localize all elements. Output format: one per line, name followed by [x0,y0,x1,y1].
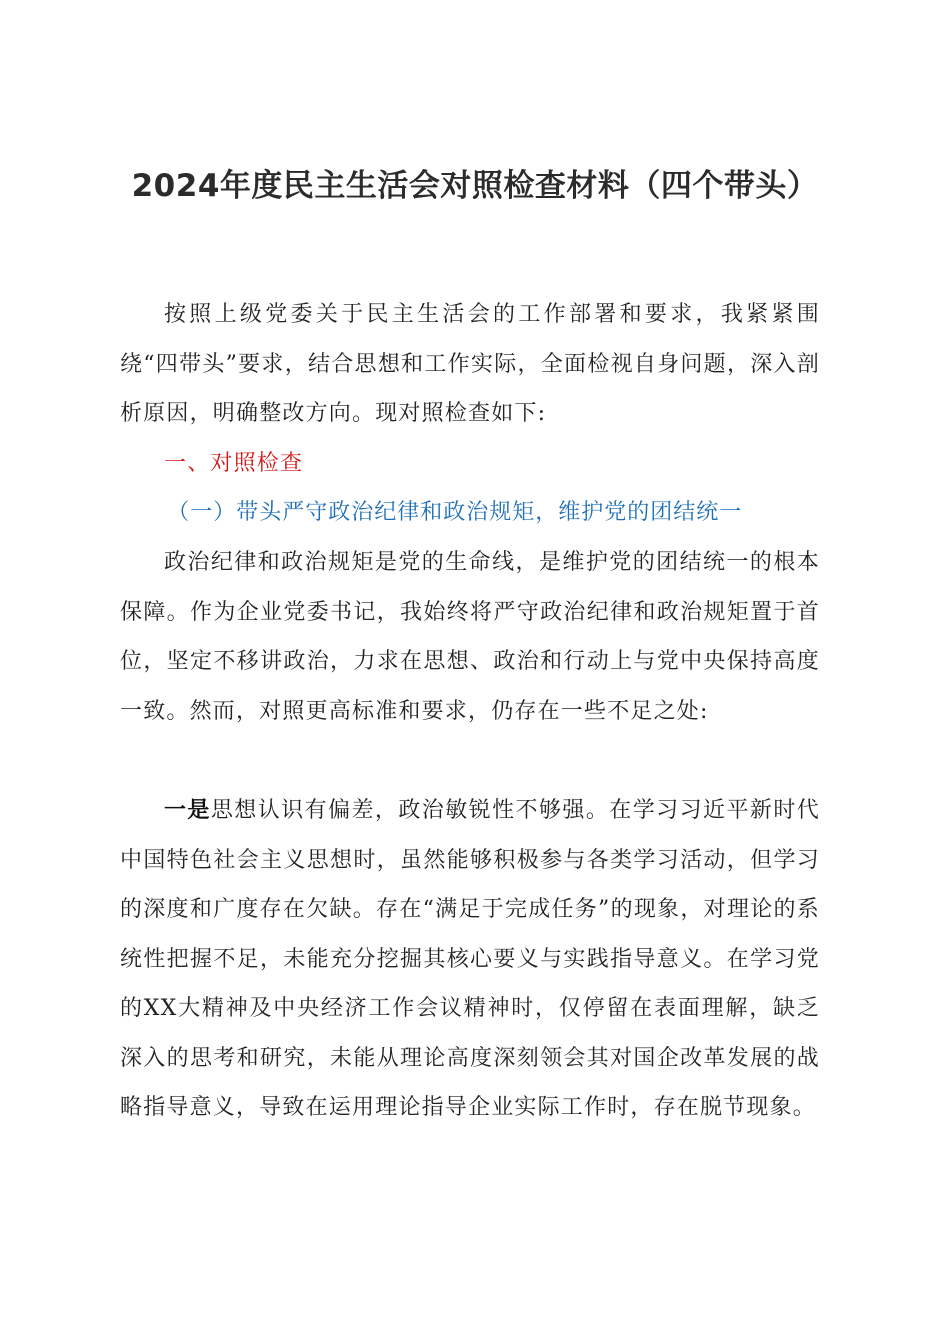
document-title: 2024年度民主生活会对照检查材料（四个带头） [131,168,819,204]
point-one-text: 思想认识有偏差，政治敏锐性不够强。在学习习近平新时代中国特色社会主义思想时，虽然能够积极参与各类学习活动，但学习的深度和广度存在欠缺。存在“满足于完成任务”的现象，对理论的系统性把握不足，未能充分挖掘其核心要义与实践指导意义。在学习党的XX大精神及中央经济工作会议精神时，仅停留在表面理解，缺乏深入的思考和研究，未能从理论高度深刻领会其对国企改革发展的战略指导意义，导致在运用理论指导企业实际工作时，存在脱节现象。 [120,798,820,1120]
section-heading: 一、对照检查 [164,451,304,476]
point-one-lead: 一是 [164,798,211,823]
subsection-heading: （一）带头严守政治纪律和政治规矩，维护党的团结统一 [167,500,743,525]
paragraph-political-discipline: 政治纪律和政治规矩是党的生命线，是维护党的团结统一的根本保障。作为企业党委书记，我始终将严守政治纪律和政治规矩置于首位，坚定不移讲政治，力求在思想、政治和行动上与党中央保持高度一致。然而，对照更高标准和要求，仍存在一些不足之处: [120,550,820,724]
intro-paragraph: 按照上级党委关于民主生活会的工作部署和要求，我紧紧围绕“四带头”要求，结合思想和工作实际，全面检视自身问题，深入剖析原因，明确整改方向。现对照检查如下: [120,302,820,426]
paragraph-point-one [120,786,820,1133]
